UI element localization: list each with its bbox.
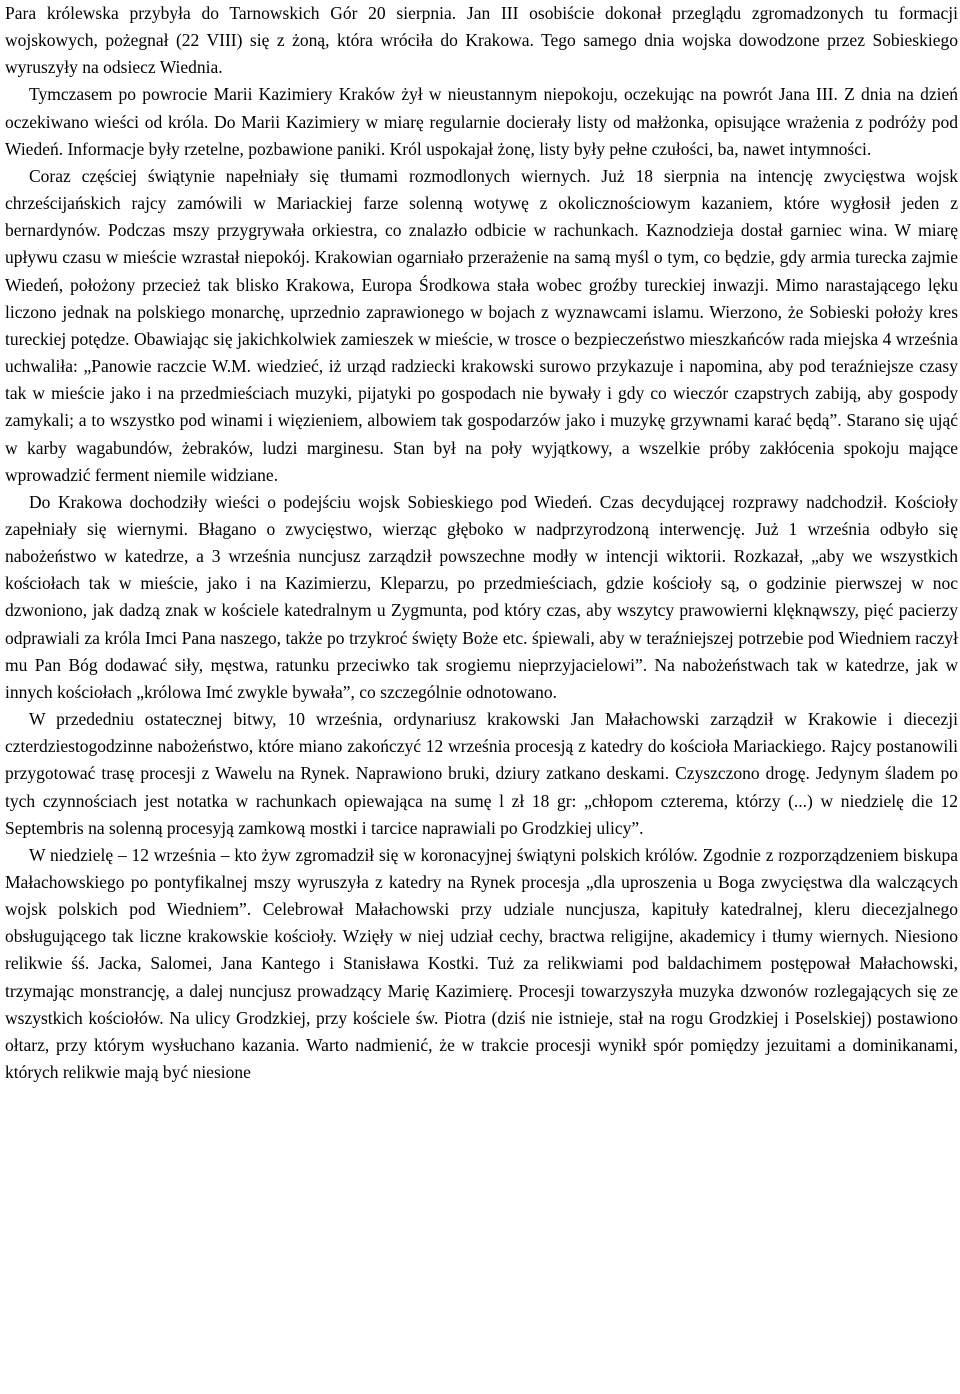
paragraph: W przededniu ostatecznej bitwy, 10 września, ordynariusz krakowski Jan Małachowski zarządził w Krakowie i diecezji czterdziestogodzinne nabożeństwo, które miano zakończyć 12 września procesją z katedry do kościoła Mariackiego. Rajcy postanowili przygotować trasę procesji z Wawelu na Rynek. Naprawiono bruki, dziury zatkano deskami. Czyszczono drogę. Jedynym śladem po tych czynnościach jest notatka w rachunkach opiewająca na sumę l zł 18 gr: „chłopom czterema, którzy (...) w niedzielę die 12 Septembris na solenną procesyją zamkową mostki i tarcice naprawiali po Grodzkiej ulicy”.	[5, 709, 958, 838]
paragraph: Tymczasem po powrocie Marii Kazimiery Kraków żył w nieustannym niepokoju, oczekując na powrót Jana III. Z dnia na dzień oczekiwano wieści od króla. Do Marii Kazimiery w miarę regularnie docierały listy od małżonka, opisujące wrażenia z podróży pod Wiedeń. Informacje były rzetelne, pozbawione paniki. Król uspokajał żonę, listy były pełne czułości, ba, nawet intymności.	[5, 84, 958, 159]
paragraph: Coraz częściej świątynie napełniały się tłumami rozmodlonych wiernych. Już 18 sierpnia na intencję zwycięstwa wojsk chrześcijańskich rajcy zamówili w Mariackiej farze solenną wotywę z okolicznościowym kazaniem, które wygłosił jeden z bernardynów. Podczas mszy przygrywała orkiestra, co znalazło odbicie w rachunkach. Kaznodzieja dostał garniec wina. W miarę upływu czasu w mieście wzrastał niepokój. Krakowian ogarniało przerażenie na samą myśl o tym, co będzie, gdy armia turecka zajmie Wiedeń, położony przecież tak blisko Krakowa, Europa Środkowa stała wobec groźby tureckiej inwazji. Mimo narastającego lęku liczono jednak na polskiego monarchę, uprzednio zaprawionego w bojach z wyznawcami islamu. Wierzono, że Sobieski położy kres tureckiej potędze. Obawiając się jakichkolwiek zamieszek w mieście, w trosce o bezpieczeństwo mieszkańców rada miejska 4 września uchwaliła: „Panowie raczcie W.M. wiedzieć, iż urząd radziecki krakowski surowo przykazuje i napomina, aby pod teraźniejsze czasy tak w mieście jako i na przedmieściach muzyki, pijatyki po gospodach nie bywały i gdy co wieczór czapstrych zabiją, aby gospody zamykali; a to wszystko pod winami i więzieniem, albowiem tak gospodarzów jako i muzykę grzywnami karać będą”. Starano się ująć w karby wagabundów, żebraków, ludzi marginesu. Stan był na poły wyjątkowy, a wszelkie próby zakłócenia spokoju mające wprowadzić ferment niemile widziane.	[5, 165, 958, 485]
paragraph: W niedzielę – 12 września – kto żyw zgromadził się w koronacyjnej świątyni polskich królów. Zgodnie z rozporządzeniem biskupa Małachowskiego po pontyfikalnej mszy wyruszyła z katedry na Rynek procesja „dla uproszenia u Boga zwycięstwa dla walczących wojsk polskich pod Wiedniem”. Celebrował Małachowski przy udziale nuncjusza, kapituły katedralnej, kleru diecezjalnego obsługującego tak liczne krakowskie kościoły. Wzięły w niej udział cechy, bractwa religijne, akademicy i tłumy wiernych. Niesiono relikwie śś. Jacka, Salomei, Jana Kantego i Stanisława Kostki. Tuż za relikwiami pod baldachimem postępował Małachowski, trzymając monstrancję, a dalej nuncjusz prowadzący Marię Kazimierę. Procesji towarzyszyła muzyka dzwonów rozlegających się ze wszystkich kościołów. Na ulicy Grodzkiej, przy kościele św. Piotra (dziś nie istnieje, stał na rogu Grodzkiej i Poselskiej) postawiono ołtarz, przy którym wysłuchano kazania. Warto nadmienić, że w trakcie procesji wynikł spór pomiędzy jezuitami a dominikanami, których relikwie mają być niesione	[5, 844, 958, 1083]
paragraph: Do Krakowa dochodziły wieści o podejściu wojsk Sobieskiego pod Wiedeń. Czas decydującej rozprawy nadchodził. Kościoły zapełniały się wiernymi. Błagano o zwycięstwo, wierząc głęboko w nadprzyrodzoną interwencję. Już 1 września odbyło się nabożeństwo w katedrze, a 3 września nuncjusz zarządził powszechne modły w intencji wiktorii. Rozkazał, „aby we wszystkich kościołach tak w mieście, jako i na Kazimierzu, Kleparzu, po przedmieściach, gdzie kościoły są, o godzinie pierwszej w noc dzwoniono, jak dadzą znak w kościele katedralnym u Zygmunta, pod który czas, aby wszytcy prawowierni klęknąwszy, pięć pacierzy odprawiali za króla Imci Pana naszego, także po trzykroć święty Boże etc. śpiewali, aby w teraźniejszej potrzebie pod Wiedniem raczył mu Pan Bóg dodawać siły, męstwa, ratunku przeciwko tak srogiemu nieprzyjacielowi”. Na nabożeństwach tak w katedrze, jak w innych kościołach „królowa Imć zwykle bywała”, co szczególnie odnotowano.	[5, 491, 958, 702]
paragraph: Para królewska przybyła do Tarnowskich Gór 20 sierpnia. Jan III osobiście dokonał przeglądu zgromadzonych tu formacji wojskowych, pożegnał (22 VIII) się z żoną, która wróciła do Krakowa. Tego samego dnia wojska dowodzone przez Sobieskiego wyruszyły na odsiecz Wiednia.	[5, 3, 958, 78]
document-page	[5, 0, 958, 1086]
